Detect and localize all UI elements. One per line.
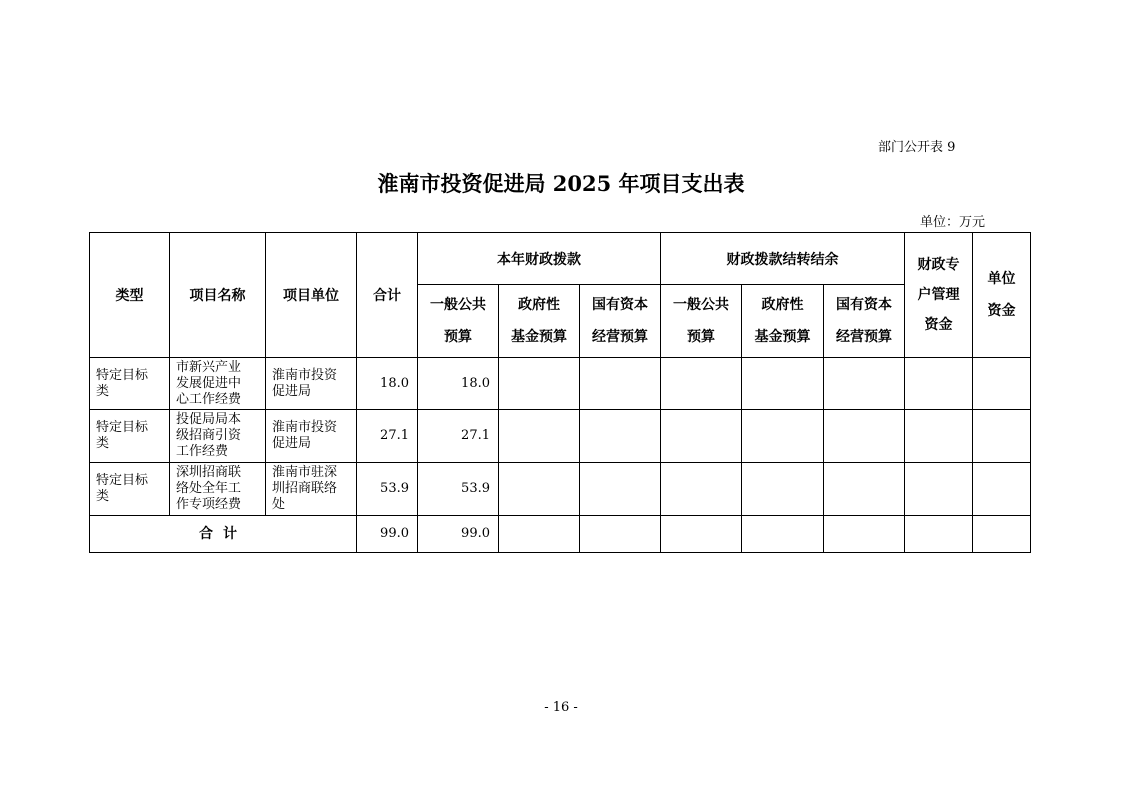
cell-empty [824, 516, 905, 553]
cell-name-line3: 作专项经费 [176, 497, 242, 512]
header-unit-fund-line2: 资金 [987, 303, 1016, 319]
header-project-name: 项目名称 [170, 233, 266, 358]
cell-unit-line3: 处 [272, 497, 286, 512]
cell-empty [661, 463, 742, 516]
cell-empty [580, 410, 661, 463]
header-carryover-gov-fund-line2: 基金预算 [754, 329, 811, 345]
header-special-fund-line3: 资金 [924, 317, 953, 333]
cell-unit-line1: 淮南市驻深 [272, 465, 338, 480]
cell-empty [742, 463, 824, 516]
cell-unit-line2: 促进局 [272, 383, 312, 399]
cell-general-budget: 27.1 [418, 410, 499, 463]
header-total: 合计 [357, 233, 418, 358]
page-number: - 16 - [544, 700, 578, 715]
cell-name-line2: 络处全年工 [176, 481, 242, 496]
cell-total: 27.1 [357, 410, 418, 463]
cell-empty [905, 358, 973, 410]
header-carryover-state-capital-budget [824, 285, 905, 358]
cell-name-line1: 投促局局本 [176, 412, 242, 427]
table-row [90, 410, 1031, 463]
header-type: 类型 [90, 233, 170, 358]
cell-empty [499, 463, 580, 516]
header-carryover-allocation: 财政拨款结转结余 [661, 233, 905, 285]
cell-empty [742, 410, 824, 463]
project-expenditure-table [89, 232, 1031, 553]
header-carryover-general-budget [661, 285, 742, 358]
header-carryover-gov-fund-budget [742, 285, 824, 358]
header-carryover-state-capital-line2: 经营预算 [836, 329, 892, 345]
cell-type-line1: 特定目标 [96, 473, 149, 488]
cell-empty [742, 516, 824, 553]
cell-empty [580, 358, 661, 410]
header-special-account-fund [905, 233, 973, 358]
unit-label: 单位：万元 [920, 215, 986, 230]
cell-empty [580, 516, 661, 553]
cell-project-name [170, 463, 266, 516]
header-general-line1: 一般公共 [430, 297, 486, 313]
cell-empty [742, 358, 824, 410]
header-unit-fund [973, 233, 1031, 358]
table-row [90, 463, 1031, 516]
document-label: 部门公开表 9 [878, 140, 956, 155]
cell-project-unit [266, 410, 357, 463]
cell-name-line2: 发展促进中 [176, 375, 242, 391]
cell-empty [824, 358, 905, 410]
cell-project-unit [266, 358, 357, 410]
cell-type-line1: 特定目标 [96, 420, 149, 435]
cell-empty [905, 410, 973, 463]
cell-general-budget: 53.9 [418, 463, 499, 516]
header-gov-fund-line2: 基金预算 [511, 329, 567, 345]
header-state-capital-budget [580, 285, 661, 358]
cell-unit-line1: 淮南市投资 [272, 367, 338, 383]
cell-unit-line2: 圳招商联络 [272, 481, 338, 496]
table-row [90, 358, 1031, 410]
cell-empty [905, 516, 973, 553]
cell-type-line2: 类 [96, 383, 110, 399]
cell-empty [973, 463, 1031, 516]
cell-empty [499, 410, 580, 463]
cell-name-line3: 心工作经费 [176, 391, 242, 407]
cell-empty [973, 410, 1031, 463]
cell-grand-general-budget: 99.0 [418, 516, 499, 553]
cell-empty [973, 516, 1031, 553]
cell-name-line3: 工作经费 [176, 444, 229, 459]
cell-total: 53.9 [357, 463, 418, 516]
cell-type-line2: 类 [96, 489, 110, 504]
cell-empty [824, 410, 905, 463]
cell-unit-line1: 淮南市投资 [272, 420, 338, 435]
cell-type-line1: 特定目标 [96, 367, 149, 383]
cell-empty [661, 410, 742, 463]
header-carryover-gov-fund-line1: 政府性 [761, 297, 804, 313]
header-carryover-general-line2: 预算 [687, 329, 715, 345]
header-special-fund-line1: 财政专 [917, 257, 960, 273]
cell-type [90, 410, 170, 463]
cell-total: 18.0 [357, 358, 418, 410]
cell-project-unit [266, 463, 357, 516]
header-state-capital-line1: 国有资本 [592, 297, 648, 313]
cell-empty [580, 463, 661, 516]
cell-empty [905, 463, 973, 516]
cell-project-name [170, 358, 266, 410]
header-gov-fund-line1: 政府性 [518, 297, 560, 313]
cell-project-name [170, 410, 266, 463]
cell-empty [824, 463, 905, 516]
header-general-line2: 预算 [444, 329, 472, 345]
header-carryover-state-capital-line1: 国有资本 [836, 297, 892, 313]
cell-empty [661, 516, 742, 553]
cell-type-line2: 类 [96, 436, 110, 451]
cell-empty [973, 358, 1031, 410]
cell-empty [499, 516, 580, 553]
cell-empty [499, 358, 580, 410]
header-general-budget [418, 285, 499, 358]
header-current-year-allocation: 本年财政拨款 [418, 233, 661, 285]
cell-type [90, 463, 170, 516]
total-label: 合计 [90, 516, 357, 553]
cell-empty [661, 358, 742, 410]
total-row [90, 516, 1031, 553]
cell-type [90, 358, 170, 410]
header-gov-fund-budget [499, 285, 580, 358]
cell-grand-total: 99.0 [357, 516, 418, 553]
cell-name-line1: 市新兴产业 [176, 359, 242, 375]
page-title: 淮南市投资促进局 2025 年项目支出表 [377, 171, 745, 196]
header-unit-fund-line1: 单位 [987, 271, 1016, 287]
header-carryover-general-line1: 一般公共 [673, 297, 729, 313]
cell-name-line2: 级招商引资 [176, 428, 242, 443]
cell-name-line1: 深圳招商联 [176, 465, 242, 480]
header-state-capital-line2: 经营预算 [592, 329, 648, 345]
header-project-unit: 项目单位 [266, 233, 357, 358]
cell-general-budget: 18.0 [418, 358, 499, 410]
cell-unit-line2: 促进局 [272, 436, 312, 451]
header-special-fund-line2: 户管理 [917, 287, 960, 303]
